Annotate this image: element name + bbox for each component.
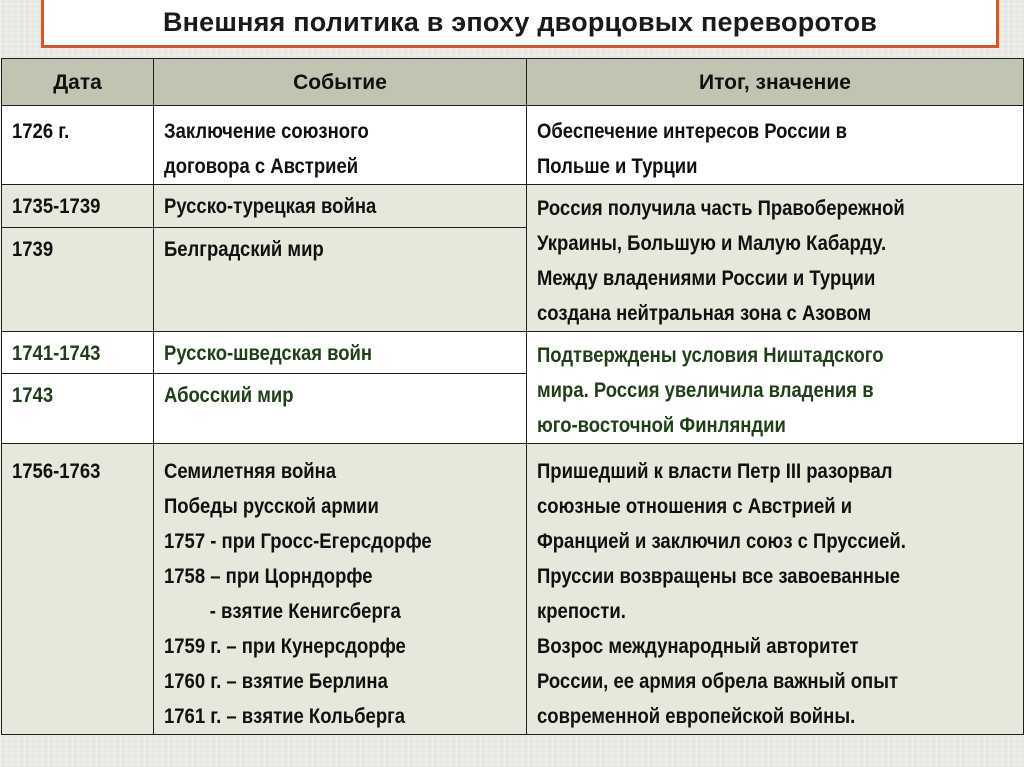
header-date: Дата [2,59,154,106]
table-row [2,332,1024,374]
result-cell [527,185,1024,332]
date-cell: 1726 г. [2,106,154,185]
table-row [2,185,1024,228]
result-line: создана нейтральная зона с Азовом [537,302,872,325]
date-cell: 1756-1763 [2,444,154,735]
event-line: Заключение союзного [164,120,369,143]
result-line: Подтверждены условия Ништадского [537,344,884,367]
event-line: 1757 - при Гросс-Егерсдорфе [164,530,432,553]
result-line: Возрос международный авторитет [537,635,859,658]
event-line: Семилетняя война [164,460,337,483]
result-line: Обеспечение интересов России в [537,120,847,143]
result-line: Пруссии возвращены все завоеванные [537,565,901,588]
event-line: 1760 г. – взятие Берлина [164,670,388,693]
event-cell: Русско-турецкая война [154,185,527,228]
result-line: юго-восточной Финляндии [537,414,786,437]
result-cell [527,106,1024,185]
header-result: Итог, значение [527,59,1024,106]
date-cell: 1743 [2,373,154,443]
date-cell: 1735-1739 [2,185,154,228]
result-line: мира. Россия увеличила владения в [537,379,874,402]
result-line: союзные отношения с Австрией и [537,495,853,518]
event-cell: Абосский мир [154,373,527,443]
event-cell [154,106,527,185]
result-line: Польше и Турции [537,155,698,178]
result-cell [527,332,1024,444]
event-line: 1759 г. – при Кунерсдорфе [164,635,406,658]
date-cell: 1739 [2,227,154,331]
result-line: крепости. [537,600,626,623]
policy-table [1,58,1024,735]
event-line: договора с Австрией [164,155,359,178]
result-line: Россия получила часть Правобережной [537,197,905,220]
result-line: Украины, Большую и Малую Кабарду. [537,232,887,255]
event-cell [154,444,527,735]
title-box [41,0,999,48]
date-cell: 1741-1743 [2,332,154,374]
event-line: - взятие Кенигсберга [209,600,401,623]
result-line: современной европейской войны. [537,705,856,728]
result-line: Францией и заключил союз с Пруссией. [537,530,906,553]
event-line: 1761 г. – взятие Кольберга [164,705,406,728]
event-cell: Русско-шведская войн [154,332,527,374]
result-line: Пришедший к власти Петр III разорвал [537,460,893,483]
header-row [2,59,1024,106]
event-cell: Белградский мир [154,227,527,331]
event-line: 1758 – при Цорндорфе [164,565,373,588]
result-line: России, ее армия обрела важный опыт [537,670,899,693]
header-event: Событие [154,59,527,106]
table-row [2,444,1024,735]
event-line: Победы русской армии [164,495,379,518]
result-line: Между владениями России и Турции [537,267,876,290]
result-cell [527,444,1024,735]
table-row [2,106,1024,185]
page-title: Внешняя политика в эпоху дворцовых переворотов [162,7,878,37]
